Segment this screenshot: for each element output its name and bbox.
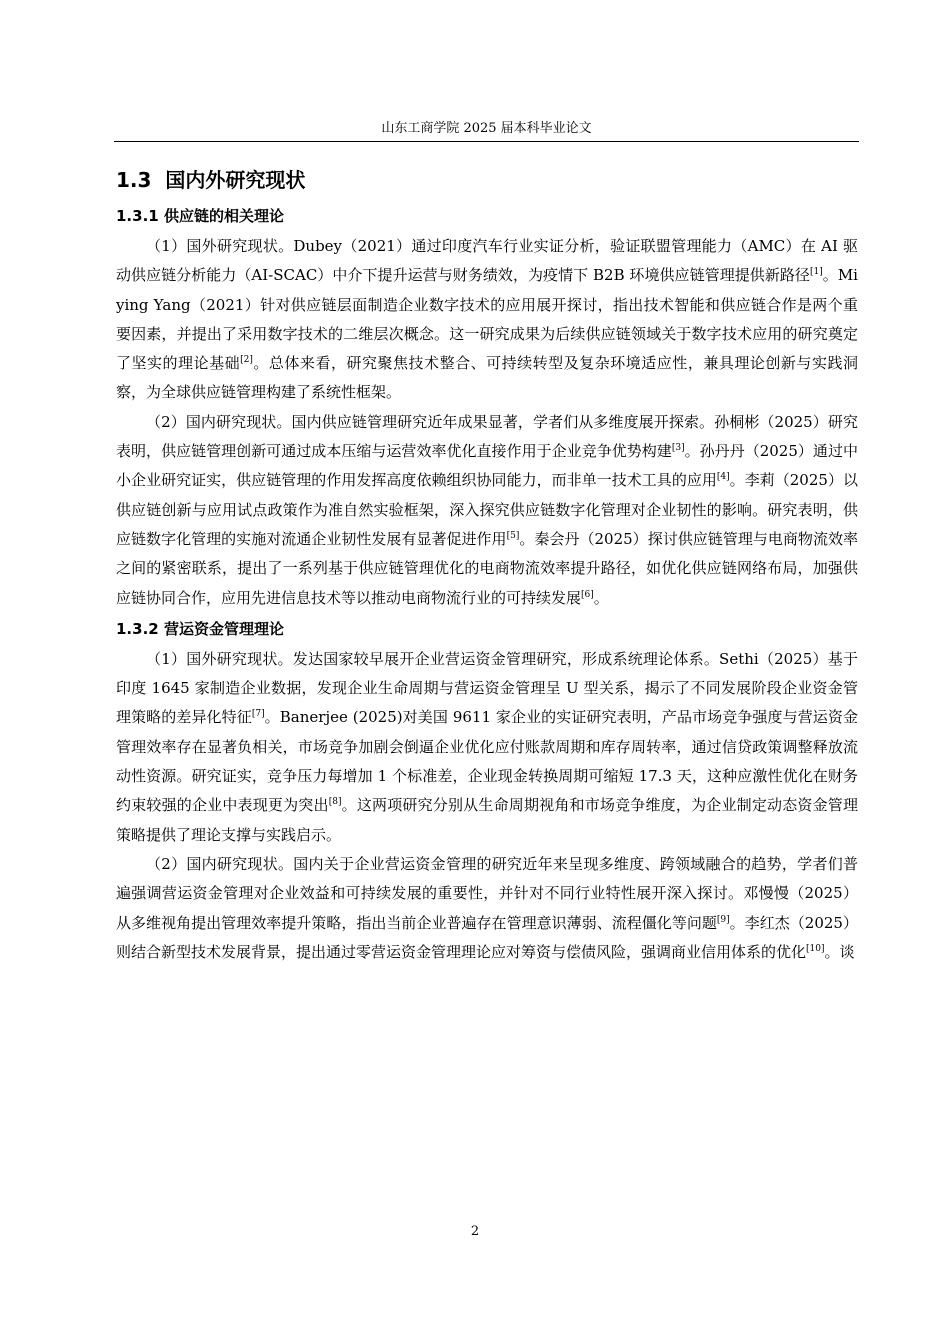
paragraph-text: 。孙丹丹（2025）通过中小企业研究证实，供应链管理的作用发挥高度依赖组织协同能力，而非单一技术工具的应用 (116, 442, 858, 490)
subsection-number: 1.3.2 (116, 619, 159, 638)
body-paragraph (116, 408, 858, 613)
subsections (116, 200, 858, 967)
citation-mark: [9] (716, 914, 730, 925)
section-heading (116, 160, 858, 200)
header-rule (114, 141, 859, 142)
paragraph-text: 。 (593, 588, 609, 607)
section-title: 国内外研究现状 (165, 168, 306, 192)
body-paragraph (116, 232, 858, 408)
subsection-number: 1.3.1 (116, 207, 159, 225)
citation-mark: [8] (328, 797, 342, 808)
subsection-heading (116, 200, 858, 232)
paragraph-text: 。这两项研究分别从生命周期视角和市场竞争维度，为企业制定动态资金管理策略提供了理论支撑与实践启示。 (116, 796, 858, 844)
paragraph-text: 。谈 (824, 942, 855, 961)
page-body (116, 160, 858, 967)
paragraph-text: 。总体来看，研究聚焦技术整合、可持续转型及复杂环境适应性，兼具理论创新与实践洞察，为全球供应链管理构建了系统性框架。 (116, 354, 858, 402)
page-number: 2 (470, 1224, 480, 1239)
body-paragraph (116, 645, 858, 850)
paragraph-text: （1）国外研究现状。发达国家较早展开企业营运资金管理研究，形成系统理论体系。Sethi（2025）基于印度 1645 家制造企业数据，发现企业生命周期与营运资金管理呈 U 型关系，揭示了不同发展阶段企业资金管理策略的差异化特征 (116, 649, 858, 727)
citation-mark: [5] (506, 530, 520, 541)
citation-mark: [1] (809, 267, 823, 278)
subsection-heading (116, 613, 858, 645)
citation-mark: [10] (806, 943, 825, 954)
citation-mark: [6] (581, 589, 594, 600)
body-paragraph (116, 850, 858, 967)
section-number: 1.3 (116, 168, 152, 192)
citation-mark: [3] (671, 443, 685, 454)
subsection-title: 营运资金管理理论 (163, 619, 284, 638)
paragraph-text: 。李莉（2025）以供应链创新与应用试点政策作为准自然实验框架，深入探究供应链数字化管理对企业韧性的影响。研究表明，供应链数字化管理的实施对流通企业韧性发展有显著促进作用 (116, 471, 858, 548)
paragraph-text: 。李红杰（2025）则结合新型技术发展背景，提出通过零营运资金管理理论应对筹资与偿债风险，强调商业信用体系的优化 (116, 913, 858, 961)
citation-mark: [4] (716, 472, 730, 483)
paragraph-text: 。Banerjee (2025)对美国 9611 家企业的实证研究表明，产品市场竞争强度与营运资金管理效率存在显著负相关，市场竞争加剧会倒逼企业优化应付账款周期和库存周转率，通过信贷政策调整释放流动性资源。研究证实，竞争压力每增加 1 个标准差，企业现金转换周期可缩短 17.3 天，这种应激性优化在财务约束较强的企业中表现更为突出 (116, 708, 858, 815)
paragraph-text: （2）国内研究现状。国内关于企业营运资金管理的研究近年来呈现多维度、跨领域融合的趋势，学者们普遍强调营运资金管理对企业效益和可持续发展的重要性，并针对不同行业特性展开深入探讨。邓慢慢（2025）从多维视角提出管理效率提升策略，指出当前企业普遍存在管理意识薄弱、流程僵化等问题 (116, 854, 858, 932)
paragraph-text: （2）国内研究现状。国内供应链管理研究近年成果显著，学者们从多维度展开探索。孙桐彬（2025）研究表明，供应链管理创新可通过成本压缩与运营效率优化直接作用于企业竞争优势构建 (116, 412, 858, 461)
running-header: 山东工商学院 2025 届本科毕业论文 (381, 121, 592, 136)
subsection-title: 供应链的相关理论 (163, 207, 284, 225)
paragraph-text: （1）国外研究现状。Dubey（2021）通过印度汽车行业实证分析，验证联盟管理能力（AMC）在 AI 驱动供应链分析能力（AI-SCAC）中介下提升运营与财务绩效，为疫情下 B2B 环境供应链管理提供新路径 (116, 237, 858, 285)
citation-mark: [2] (240, 355, 253, 366)
paragraph-text: 。Miying Yang（2021）针对供应链层面制造企业数字技术的应用展开探讨，指出技术智能和供应链合作是两个重要因素，并提出了采用数字技术的二维层次概念。这一研究成果为后续供应链领域关于数字技术应用的研究奠定了坚实的理论基础 (116, 266, 858, 373)
paragraph-text: 。秦会丹（2025）探讨供应链管理与电商物流效率之间的紧密联系，提出了一系列基于供应链管理优化的电商物流效率提升路径，如优化供应链网络布局，加强供应链协同合作，应用先进信息技术等以推动电商物流行业的可持续发展 (116, 529, 858, 607)
citation-mark: [7] (251, 709, 265, 720)
